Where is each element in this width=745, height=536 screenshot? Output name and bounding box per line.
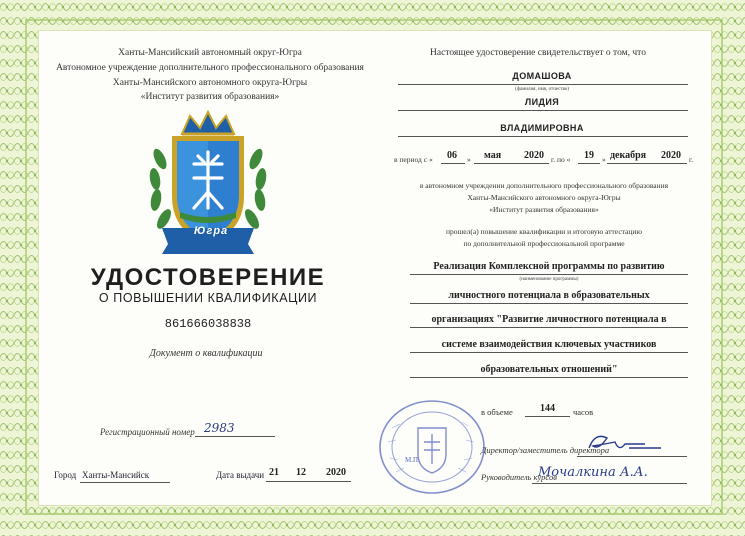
volume-underline xyxy=(525,416,570,417)
issue-date-underline xyxy=(266,481,351,482)
program-underline-3 xyxy=(410,327,688,328)
issue-year: 2020 xyxy=(326,467,346,478)
passed-line-1: прошел(а) повышение квалификации и итоговую аттестацию xyxy=(446,227,642,236)
program-line-1: Реализация Комплексной программы по развитию xyxy=(433,261,665,272)
director-signature xyxy=(585,428,665,458)
program-underline-2 xyxy=(410,303,688,304)
period-quote-1: » xyxy=(467,155,471,164)
name-hint: (фамилия, имя, отчество) xyxy=(515,87,569,92)
program-hint: (наименование программы) xyxy=(519,277,579,282)
first-name: ЛИДИЯ xyxy=(524,97,560,107)
period-start-date-underline xyxy=(474,163,549,164)
director-label: Директор/заместитель директора xyxy=(481,445,610,455)
period-to: г. по « xyxy=(551,155,571,164)
course-head-label: Руководитель курсов xyxy=(481,472,557,482)
stamp-mark: М.П. xyxy=(405,456,420,464)
program-underline-4 xyxy=(410,352,688,353)
issue-month: 12 xyxy=(296,467,306,478)
emblem-ribbon-text: Югра xyxy=(194,225,229,237)
course-head-signature: Мочалкина А.А. xyxy=(538,465,648,480)
institution-line-1: в автономном учреждении дополнительного профессионального образования xyxy=(419,181,669,190)
issuer-line-4: «Институт развития образования» xyxy=(140,92,280,102)
passed-line-2: по дополнительной профессиональной программе xyxy=(463,239,625,248)
issuer-line-1: Ханты-Мансийский автономный округ-Югра xyxy=(118,48,302,58)
city-value: Ханты-Мансийск xyxy=(82,470,150,480)
issuer-line-3: Ханты-Мансийского автономного округа-Югры xyxy=(112,78,308,88)
official-stamp xyxy=(378,398,486,496)
issuer-line-2: Автономное учреждение дополнительного профессионального образования xyxy=(56,63,364,73)
institution-line-2: Ханты-Мансийского автономного округа-Югры xyxy=(467,193,621,202)
city-label: Город xyxy=(54,470,77,480)
program-underline-1 xyxy=(410,274,688,275)
surname-underline xyxy=(398,84,688,85)
period-quote-2: » xyxy=(602,155,606,164)
hours-label: часов xyxy=(573,407,594,417)
issue-date-label: Дата выдачи xyxy=(216,470,265,480)
period-start-month: мая xyxy=(484,150,502,161)
first-name-underline xyxy=(398,110,688,111)
period-end-day-underline xyxy=(578,163,600,164)
period-end-month: декабря xyxy=(610,150,647,161)
document-title: УДОСТОВЕРЕНИЕ xyxy=(90,264,326,291)
certifies-intro: Настоящее удостоверение свидетельствует о том, что xyxy=(430,48,646,58)
institution-line-3: «Институт развития образования» xyxy=(489,205,599,214)
program-line-5: образовательных отношений" xyxy=(480,364,618,375)
period-end-day: 19 xyxy=(584,150,594,161)
patronymic: ВЛАДИМИРОВНА xyxy=(500,123,584,133)
document-type: Документ о квалификации xyxy=(149,348,263,359)
volume-hours: 144 xyxy=(540,403,555,414)
period-start-day: 06 xyxy=(447,150,457,161)
program-line-4: системе взаимодействия ключевых участников xyxy=(441,339,657,350)
volume-label: в объеме xyxy=(481,407,513,417)
city-underline xyxy=(80,482,170,483)
program-line-2: личностного потенциала в образовательных xyxy=(448,290,650,301)
issue-day: 21 xyxy=(269,467,279,478)
program-line-3: организациях "Развитие личностного потенциала в xyxy=(431,314,667,325)
period-prefix: в период с « xyxy=(394,155,433,164)
registration-label: Регистрационный номер xyxy=(100,427,195,437)
period-start-day-underline xyxy=(441,163,465,164)
period-start-year: 2020 xyxy=(524,150,544,161)
period-suffix: г. xyxy=(689,155,694,164)
registration-number: 2983 xyxy=(204,421,235,435)
course-head-signature-line xyxy=(532,483,687,484)
patronymic-underline xyxy=(398,136,688,137)
program-underline-5 xyxy=(410,377,688,378)
surname: ДОМАШОВА xyxy=(512,71,572,81)
period-end-year: 2020 xyxy=(661,150,681,161)
period-end-date-underline xyxy=(607,163,687,164)
document-number: 861666038838 xyxy=(164,317,252,331)
registration-underline xyxy=(195,436,275,437)
document-subtitle: О ПОВЫШЕНИИ КВАЛИФИКАЦИИ xyxy=(98,291,318,305)
